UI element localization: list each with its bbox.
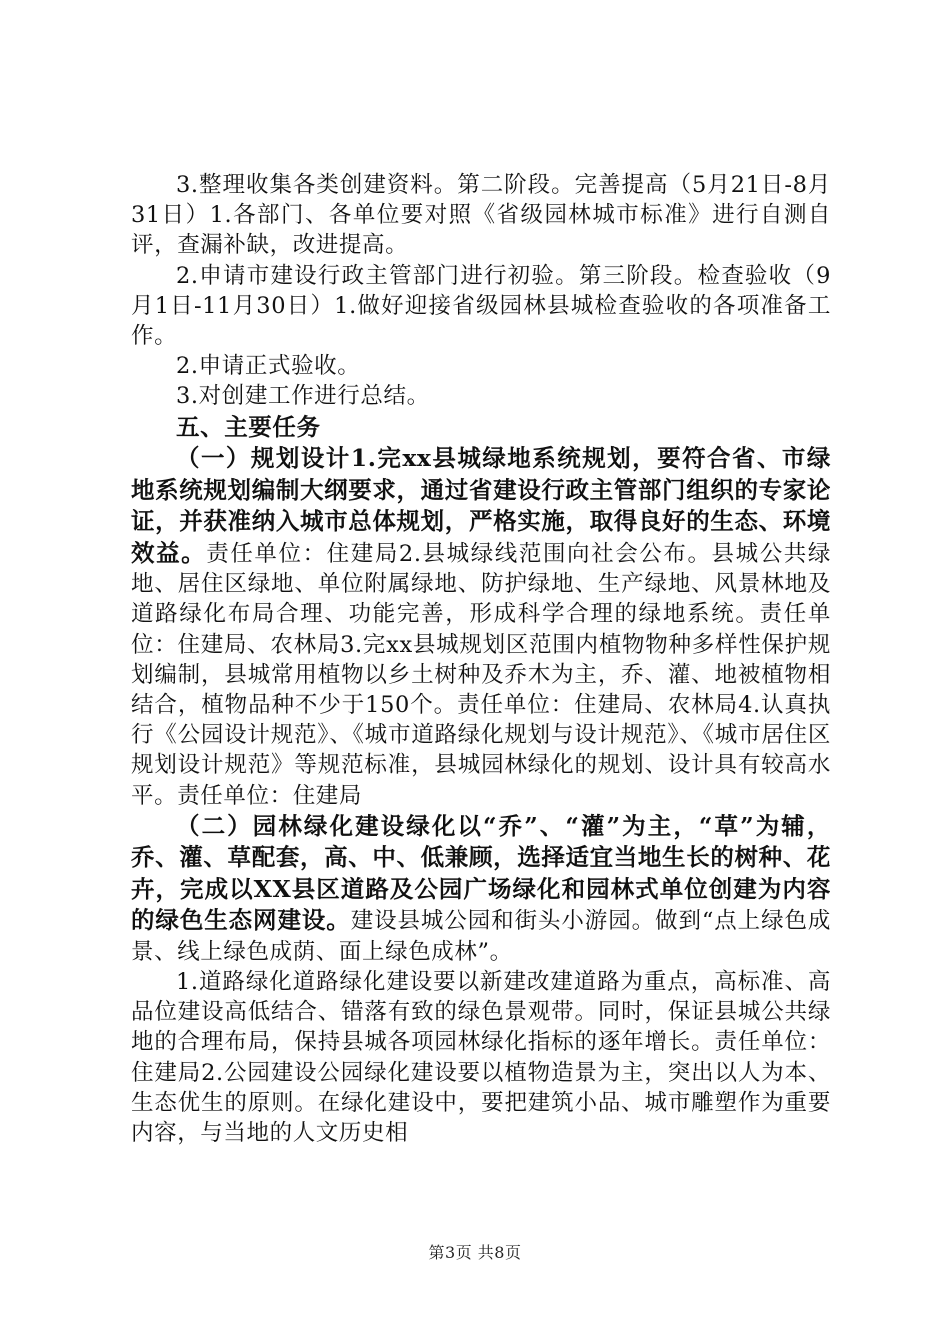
planning-design-rest: 责任单位：住建局2.县城绿线范围向社会公布。县城公共绿地、居住区绿地、单位附属绿地、防护绿地、生产绿地、风景林地及道路绿化布局合理、功能完善，形成科学合理的绿地系统。责任单位：住建局、农林局3.完xx县城规划区范围内植物物种多样性保护规划编制，县城常用植物以乡土树种及乔木为主，乔、灌、地被植物相结合，植物品种不少于150个。责任单位：住建局、农林局4.认真执行《公园设计规范》、《城市道路绿化规划与设计规范》、《城市居住区规划设计规范》等规范标准，县城园林绿化的规划、设计具有较高水平。责任单位：住建局: [131, 540, 831, 809]
greening-construction-lead: （二）园林绿化建设绿化以“乔”、“灌”为主，“草”为辅，乔、灌、草配套，高、中、低兼顾，选择适宜当地生长的树种、花卉，完成以XX县区道路及公园广场绿化和园林式单位创建为内容的绿色生态网建设。: [131, 811, 831, 935]
paragraph-stage-three: 2.申请市建设行政主管部门进行初验。第三阶段。检查验收（9月1日-11月30日）1.做好迎接省级园林县城检查验收的各项准备工作。: [131, 262, 831, 350]
paragraph-summary: 3.对创建工作进行总结。: [176, 383, 430, 410]
page-footer: 第3页 共8页: [428, 1243, 522, 1262]
paragraph-stage-two: 3.整理收集各类创建资料。第二阶段。完善提高（5月21日-8月31日）1.各部门、各单位要对照《省级园林城市标准》进行自测自评，查漏补缺，改进提高。: [131, 172, 831, 259]
greening-construction-rest: 建设县城公园和街头小游园。做到“点上绿色成景、线上绿色成荫、面上绿色成林”。: [131, 908, 832, 965]
document-body: [131, 170, 831, 1148]
section-heading: 五、主要任务: [176, 412, 321, 441]
paragraph-planning-design: [131, 443, 831, 811]
planning-design-lead: （一）规划设计1.完xx县城绿地系统规划，要符合省、市绿地系统规划编制大纲要求，通过省建设行政主管部门组织的专家论证，并获准纳入城市总体规划，严格实施，取得良好的生态、环境效益。: [131, 444, 831, 567]
paragraph-formal-acceptance: 2.申请正式验收。: [176, 353, 361, 380]
paragraph-road-greening: 1.道路绿化道路绿化建设要以新建改建道路为重点，高标准、高品位建设高低结合、错落有致的绿色景观带。同时，保证县城公共绿地的合理布局，保持县城各项园林绿化指标的逐年增长。责任单位：住建局2.公园建设公园绿化建设要以植物造景为主，突出以人为本、生态优生的原则。在绿化建设中，要把建筑小品、城市雕塑作为重要内容，与当地的人文历史相: [131, 968, 831, 1146]
paragraph-greening-construction: [131, 811, 831, 967]
